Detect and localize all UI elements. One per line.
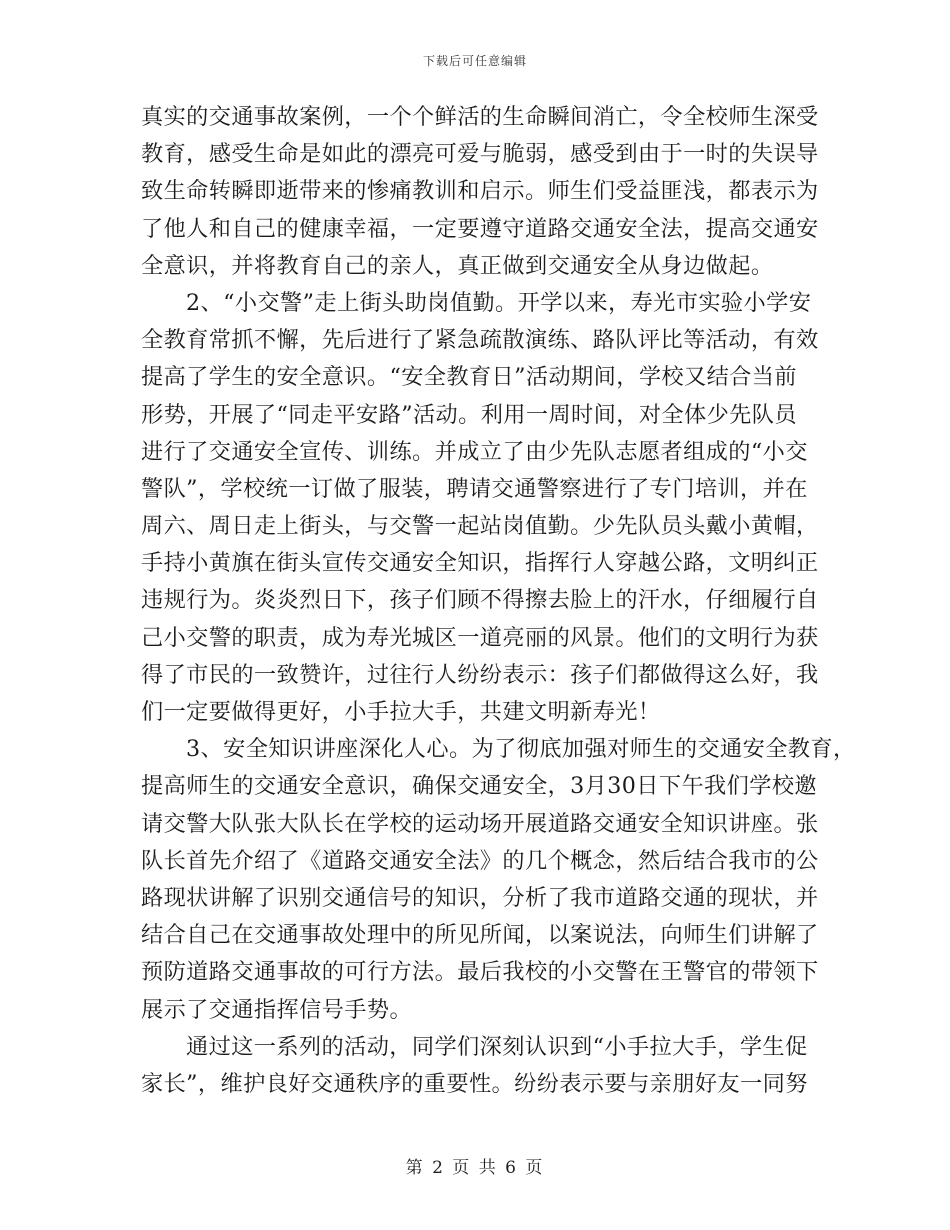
body-line: 己小交警的职责，成为寿光城区一道亮丽的风景。他们的文明行为获	[141, 624, 819, 651]
body-line: 展示了交通指挥信号手势。	[141, 996, 413, 1023]
body-line: 路现状讲解了识别交通信号的知识，分析了我市道路交通的现状，并	[141, 884, 819, 911]
body-line: 进行了交通安全宣传、训练。并成立了由少先队志愿者组成的“小交	[141, 438, 808, 465]
body-line: 请交警大队张大队长在学校的运动场开展道路交通安全知识讲座。张	[141, 810, 819, 837]
body-line: 们一定要做得更好，小手拉大手，共建文明新寿光！	[141, 699, 661, 725]
body-line: 提高师生的交通安全意识，确保交通安全，3月30日下午我们学校邀	[141, 773, 817, 800]
body-line: 全意识，并将教育自己的亲人，真正做到交通安全从身边做起。	[141, 252, 774, 279]
body-line: 结合自己在交通事故处理中的所见所闻，以案说法，向师生们讲解了	[141, 922, 819, 949]
paragraph-start-line: 通过这一系列的活动，同学们深刻认识到“小手拉大手，学生促	[186, 1033, 808, 1060]
page-header: 下载后可任意编辑	[422, 54, 527, 68]
body-line: 教育，感受生命是如此的漂亮可爱与脆弱，感受到由于一时的失误导	[141, 141, 819, 168]
paragraph-start-line: 2、“小交警”走上街头助岗值勤。开学以来，寿光市实验小学安	[186, 289, 812, 316]
body-line: 致生命转瞬即逝带来的惨痛教训和启示。师生们受益匪浅，都表示为	[141, 178, 819, 205]
paragraph-start-line: 3、安全知识讲座深化人心。为了彻底加强对师生的交通安全教育，	[186, 736, 856, 763]
body-line: 提高了学生的安全意识。“安全教育日”活动期间，学校又结合当前	[141, 364, 797, 391]
page-number-footer: 第 2 页 共 6 页	[405, 1158, 545, 1178]
body-line: 队长首先介绍了《道路交通安全法》的几个概念，然后结合我市的公	[141, 847, 819, 874]
body-line: 预防道路交通事故的可行方法。最后我校的小交警在王警官的带领下	[141, 959, 819, 986]
body-line: 全教育常抓不懈，先后进行了紧急疏散演练、路队评比等活动，有效	[141, 327, 819, 354]
body-line: 手持小黄旗在街头宣传交通安全知识，指挥行人穿越公路，文明纠正	[141, 550, 819, 577]
body-line: 警队”，学校统一订做了服装，聘请交通警察进行了专门培训，并在	[141, 475, 808, 502]
body-line: 形势，开展了“同走平安路”活动。利用一周时间，对全体少先队员	[141, 401, 797, 428]
body-line: 周六、周日走上街头，与交警一起站岗值勤。少先队员头戴小黄帽，	[141, 513, 819, 540]
body-line: 得了市民的一致赞许，过往行人纷纷表示：孩子们都做得这么好，我	[141, 661, 819, 688]
body-line: 真实的交通事故案例，一个个鲜活的生命瞬间消亡，令全校师生深受	[141, 104, 819, 130]
body-line: 违规行为。炎炎烈日下，孩子们顾不得擦去脸上的汗水，仔细履行自	[141, 587, 819, 614]
body-line: 家长”，维护良好交通秩序的重要性。纷纷表示要与亲朋好友一同努	[141, 1070, 808, 1097]
document-body	[141, 99, 856, 1103]
body-line: 了他人和自己的健康幸福，一定要遵守道路交通安全法，提高交通安	[141, 215, 819, 242]
